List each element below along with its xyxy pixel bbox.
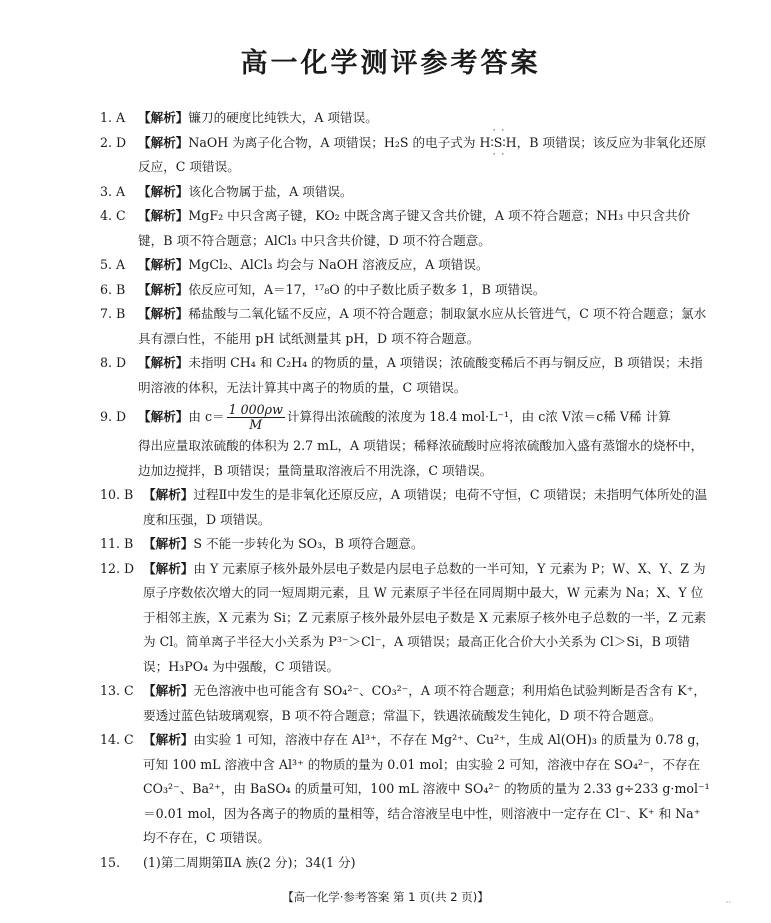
- answer-text: 未指明 CH₄ 和 C₂H₄ 的物质的量，A 项错误；浓硫酸变稀后不再与铜反应，B 项错误；未指明溶液的体积，无法计算其中离子的物质的量，C 项错误。: [138, 355, 703, 395]
- fraction-denominator: M: [249, 417, 263, 432]
- answer-number: 6. B: [100, 281, 126, 297]
- answer-text: 计算得出浓硫酸的浓度为 18.4 mol·L⁻¹，由 c浓 V浓＝c稀 V稀 计算: [286, 409, 671, 424]
- answer-text: 镰刀的硬度比纯铁大，A 项错误。: [188, 110, 378, 125]
- answer-text: NaOH 为离子化合物，A 项错误；H₂S 的电子式为 H∶: [188, 134, 494, 150]
- answer-text: 由实验 1 可知，溶液中存在 Al³⁺，不存在 Mg²⁺、Cu²⁺，生成 Al(OH)₃ 的质量为 0.78 g，可知 100 mL 溶液中含 Al³⁺ 的物质的量为 0.01 mol；由实验 2 可知，溶液中存在 SO₄²⁻，不存在 CO₃²⁻、Ba²⁺，由 BaSO₄ 的质量可知，100 mL 溶液中 SO₄²⁻ 的物质的量为 2.33 g÷233 g·mol⁻¹＝0.01 mol，因为各离子的物质的量相等，结合溶液呈电中性，则溶液中一定存在 Cl⁻、K⁺ 和 Na⁺ 均不存在，C 项错误。: [143, 732, 710, 845]
- analysis-tag: 【解析】: [138, 208, 189, 223]
- analysis-tag: 【解析】: [143, 536, 194, 551]
- answer-number: 7. B: [100, 306, 126, 321]
- answer-text: 得出应量取浓硫酸的体积为 2.7 mL，A 项错误；稀释浓硫酸时应将浓硫酸加入盛有蒸馏水的烧杯中，边加边搅拌，B 项错误；量筒量取溶液后不用洗涤，C 项错误。: [138, 438, 704, 478]
- answer-number: 13. C: [100, 683, 134, 698]
- answer-number: 4. C: [100, 208, 126, 223]
- analysis-tag: 【解析】: [138, 409, 189, 424]
- answer-item-5: [100, 253, 711, 278]
- answer-text: (1)第二周期第ⅡA 族(2 分)；34(1 分): [143, 854, 356, 870]
- analysis-tag: 【解析】: [143, 683, 194, 698]
- answer-item-2: [100, 131, 711, 180]
- answer-list: [100, 106, 711, 875]
- answer-text: MgF₂ 中只含离子键，KO₂ 中既含离子键又含共价键，A 项不符合题意；NH₃ 中只含共价键，B 项不符合题意；AlCl₃ 中只含共价键，D 项不符合题意。: [138, 208, 691, 248]
- answer-item-6: [100, 278, 711, 303]
- answer-number: 15.: [100, 854, 121, 870]
- answer-item-8: [100, 351, 711, 400]
- answer-number: 14. C: [100, 732, 134, 747]
- analysis-tag: 【解析】: [138, 257, 189, 272]
- answer-item-11: [100, 532, 711, 557]
- answer-item-7: [100, 302, 711, 351]
- analysis-tag: 【解析】: [143, 487, 194, 502]
- answer-text: 由 c＝: [188, 409, 225, 424]
- analysis-tag: 【解析】: [143, 560, 194, 576]
- analysis-tag: 【解析】: [138, 281, 189, 297]
- answer-text: 该化合物属于盐，A 项错误。: [188, 183, 353, 199]
- analysis-tag: 【解析】: [143, 732, 194, 747]
- answer-number: 5. A: [100, 257, 126, 272]
- analysis-tag: 【解析】: [138, 110, 189, 125]
- fraction-numerator: 1 000ρw: [228, 402, 283, 417]
- electron-formula-sulfur: · · S · ·: [494, 131, 503, 156]
- corner-mark: ··: [725, 898, 731, 907]
- page-title: 高一化学测评参考答案: [240, 48, 541, 79]
- answer-text: 依反应可知，A＝17，¹⁷₈O 的中子数比质子数多 1，B 项错误。: [188, 281, 546, 297]
- answer-item-9: [100, 400, 711, 483]
- answer-number: 3. A: [100, 183, 126, 199]
- answer-text: S 不能一步转化为 SO₃，B 项符合题意。: [193, 536, 424, 551]
- answer-number: 10. B: [100, 487, 134, 502]
- analysis-tag: 【解析】: [138, 306, 189, 321]
- analysis-tag: 【解析】: [138, 134, 189, 150]
- answer-text: 由 Y 元素原子核外最外层电子数是内层电子总数的一半可知，Y 元素为 P；W、X、Y、Z 为原子序数依次增大的同一短周期元素，且 W 元素原子半径在同周期中最大，W 元素为 Na；X、Y 位于相邻主族，X 元素为 Si；Z 元素原子核外最外层电子数是 X 元素原子核外电子总数的一半，Z 元素为 Cl。简单离子半径大小关系为 P³⁻＞Cl⁻，A 项错误；最高正化合价大小关系为 Cl＞Si，B 项错误；H₃PO₄ 为中强酸，C 项错误。: [143, 560, 707, 674]
- answer-item-13: [100, 679, 711, 728]
- answer-number: 9. D: [100, 409, 127, 424]
- page-footer: 【高一化学·参考答案 第 1 页(共 2 页)】: [282, 890, 489, 904]
- answer-number: 8. D: [100, 355, 127, 370]
- answer-item-14: [100, 728, 711, 851]
- answer-text: 稀盐酸与二氧化锰不反应，A 项不符合题意；制取氯水应从长管进气，C 项不符合题意；氯水具有漂白性，不能用 pH 试纸测量其 pH，D 项不符合题意。: [138, 306, 707, 346]
- answer-number: 11. B: [100, 536, 134, 551]
- answer-item-4: [100, 204, 711, 253]
- answer-text: 无色溶液中也可能含有 SO₄²⁻、CO₃²⁻，A 项不符合题意；利用焰色试验判断是否含有 K⁺，要透过蓝色钴玻璃观察，B 项不符合题意；常温下，铁遇浓硫酸发生钝化，D 项不符合题意。: [143, 683, 706, 723]
- analysis-tag: 【解析】: [138, 183, 189, 199]
- answer-item-12: [100, 557, 711, 680]
- answer-item-15: [100, 851, 711, 876]
- answer-number: 2. D: [100, 134, 127, 150]
- answer-item-1: [100, 106, 711, 131]
- answer-item-10: [100, 483, 711, 532]
- analysis-tag: 【解析】: [138, 355, 189, 370]
- concentration-fraction: [227, 403, 285, 432]
- answer-text: ∶H，B 项错误；该反应为非氧化还原反应，C 项错误。: [138, 134, 707, 174]
- answer-item-3: [100, 180, 711, 205]
- answer-number: 12. D: [100, 560, 135, 576]
- answer-text: 过程Ⅱ中发生的是非氧化还原反应，A 项错误；电荷不守恒，C 项错误；未指明气体所处的温度和压强，D 项错误。: [143, 487, 708, 527]
- answer-number: 1. A: [100, 110, 126, 125]
- answer-text: MgCl₂、AlCl₃ 均会与 NaOH 溶液反应，A 项错误。: [188, 257, 489, 272]
